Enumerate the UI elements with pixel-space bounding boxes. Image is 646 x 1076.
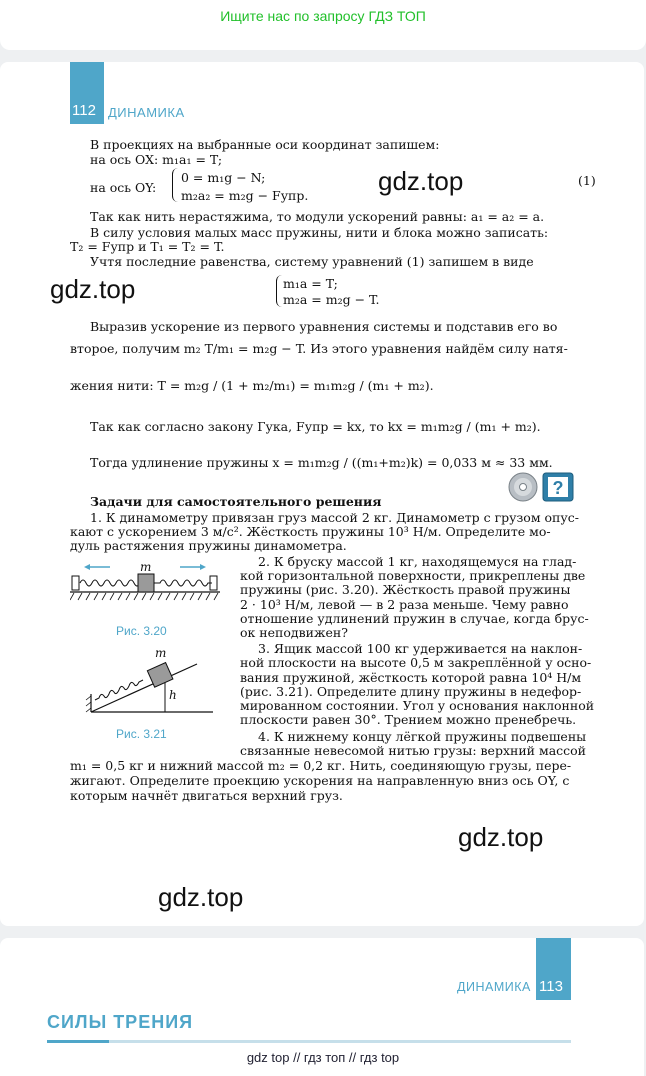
help-question-icon[interactable] — [542, 472, 574, 502]
task-line: кают с ускорением 3 м/с². Жёсткость пружины 10³ Н/м. Определите мо- — [70, 524, 551, 539]
task-line: отношение удлинений пружин в случае, когда брус- — [240, 611, 589, 626]
page-number: 112 — [72, 102, 96, 119]
text-line: Тогда удлинение пружины x = m₁m₂g / ((m₁+m₂)k) = 0,033 м ≈ 33 мм. — [90, 455, 553, 470]
text-line: Так как согласно закону Гука, Fупр = kx, то kx = m₁m₂g / (m₁ + m₂). — [90, 419, 541, 434]
task-line: 2. К бруску массой 1 кг, находящемуся на глад- — [258, 554, 577, 569]
figure-3-20-caption: Рис. 3.20 — [116, 624, 167, 638]
height-label-h: h — [169, 688, 177, 702]
text-line: второе, получим m₂ T/m₁ = m₂g − T. Из этого уравнения найдём силу натя- — [70, 341, 568, 356]
task-line: 1. К динамометру привязан груз массой 2 кг. Динамометр с грузом опус- — [90, 510, 579, 525]
task-line: 4. К нижнему концу лёгкой пружины подвешены — [258, 729, 587, 744]
text-line: на ось OY: — [90, 180, 157, 195]
watermark: gdz.top — [50, 274, 136, 304]
text-line: m₁a = T; — [283, 276, 338, 291]
task-line: жигают. Определите проекцию ускорения на направленную вниз ось OY, с — [70, 773, 570, 788]
text-line: m₂a₂ = m₂g − Fупр. — [181, 188, 309, 203]
task-line: 2 · 10³ Н/м, левой — в 2 раза меньше. Чему равно — [240, 597, 569, 612]
task-line: 3. Ящик массой 100 кг удерживается на наклон- — [258, 641, 583, 656]
figure-3-20 — [70, 560, 225, 620]
task-line: ок неподвижен? — [240, 625, 348, 640]
watermark: gdz.top — [158, 882, 244, 912]
next-page-number: 113 — [539, 978, 563, 995]
text-line: 0 = m₁g − N; — [181, 170, 266, 185]
chapter-heading: СИЛЫ ТРЕНИЯ — [47, 1012, 194, 1032]
cd-disc-icon[interactable] — [508, 472, 538, 502]
text-line: В силу условия малых масс пружины, нити и блока можно записать: — [90, 225, 549, 240]
page-number-badge — [70, 62, 104, 124]
section-title: ДИНАМИКА — [108, 105, 185, 120]
task-line: ной плоскости на высоте 0,5 м закреплённой у осно- — [240, 655, 592, 670]
bottom-nav-links[interactable]: gdz top // гдз топ // гдз top — [246, 1050, 400, 1065]
system-brace — [172, 168, 179, 202]
text-line: Учтя последние равенства, систему уравнений (1) запишем в виде — [90, 254, 534, 269]
task-line: кой горизонтальной поверхности, прикреплены две — [240, 568, 586, 583]
text-line: В проекциях на выбранные оси координат запишем: — [90, 137, 440, 152]
top-banner-link[interactable]: Ищите нас по запросу ГДЗ ТОП — [220, 8, 426, 24]
next-page-number-badge — [536, 938, 571, 1000]
heading-underline — [47, 1040, 571, 1043]
watermark: gdz.top — [458, 822, 544, 852]
system-brace — [276, 275, 283, 307]
mass-label-m: m — [155, 646, 167, 660]
figure-3-21-caption: Рис. 3.21 — [116, 727, 167, 741]
text-line: жения нити: T = m₂g / (1 + m₂/m₁) = m₁m₂g / (m₁ + m₂). — [70, 378, 434, 393]
task-line: m₁ = 0,5 кг и нижний массой m₂ = 0,2 кг. Нить, соединяющую грузы, пере- — [70, 758, 572, 773]
task-line: связанные невесомой нитью грузы: верхний массой — [240, 743, 587, 758]
text-line: Выразив ускорение из первого уравнения системы и подставив его во — [90, 319, 558, 334]
task-line: мированном состоянии. Угол у основания наклонной — [240, 698, 595, 713]
figure-3-21 — [85, 646, 215, 716]
task-line: плоскости равен 30°. Трением можно пренебречь. — [240, 712, 577, 727]
task-line: пружины (рис. 3.20). Жёсткость правой пружины — [240, 582, 571, 597]
text-line: T₂ = Fупр и T₁ = T₂ = T. — [70, 239, 225, 254]
watermark: gdz.top — [378, 166, 464, 196]
task-line: которым начнёт двигаться верхний груз. — [70, 788, 343, 803]
equation-number: (1) — [578, 173, 596, 188]
mass-label-m: m — [140, 560, 152, 574]
task-line: вания пружиной, жёсткость которой равна 10⁴ Н/м — [240, 670, 582, 685]
task-line: (рис. 3.21). Определите длину пружины в недефор- — [240, 684, 582, 699]
next-section-title: ДИНАМИКА — [457, 980, 531, 994]
task-line: дуль растяжения пружины динамометра. — [70, 538, 347, 553]
text-line: на ось OX: m₁a₁ = T; — [90, 152, 223, 167]
heading-underline-accent — [47, 1040, 109, 1043]
text-line: m₂a = m₂g − T. — [283, 292, 380, 307]
top-banner-bar — [0, 0, 646, 50]
text-line: Так как нить нерастяжима, то модули ускорений равны: a₁ = a₂ = a. — [90, 209, 545, 224]
svg-text:?: ? — [552, 478, 564, 498]
tasks-heading: Задачи для самостоятельного решения — [90, 494, 382, 509]
